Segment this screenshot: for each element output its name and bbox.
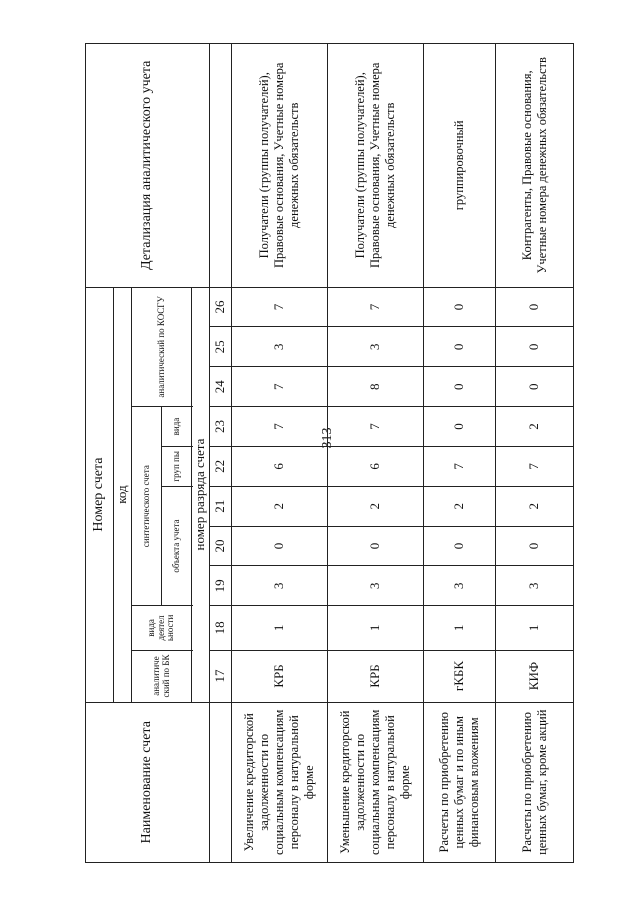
activity-type-header: вида деятел ьности <box>132 605 192 649</box>
row-detail: Получатели (группы получателей), Правовые основания, Учетные номера денежных обязательств <box>232 43 328 287</box>
cell-c24: 0 <box>424 366 496 406</box>
cell-c20: 0 <box>496 526 574 566</box>
cell-c26: 7 <box>328 287 424 327</box>
cell-c25: 3 <box>328 326 424 366</box>
row-account-name: Расчеты по приобретению ценных бумаг и по иным финансовым вложениям <box>424 702 496 862</box>
cell-c24: 8 <box>328 366 424 406</box>
digit-25: 25 <box>210 326 232 366</box>
digits-spacer-right <box>210 43 232 287</box>
cell-c21: 2 <box>424 486 496 526</box>
digit-number-header: номер разряда счета <box>192 287 210 702</box>
digit-20: 20 <box>210 526 232 566</box>
cell-c17: гКБК <box>424 650 496 702</box>
cell-c19: 3 <box>232 565 328 605</box>
row-detail: группировочный <box>424 43 496 287</box>
cell-c18: 1 <box>424 605 496 649</box>
cell-c18: 1 <box>496 605 574 649</box>
cell-c26: 0 <box>424 287 496 327</box>
cell-c17: КИФ <box>496 650 574 702</box>
cell-c22: 6 <box>328 446 424 486</box>
cell-c18: 1 <box>232 605 328 649</box>
row-account-name: Уменьшение кредиторской задолженности по социальным компенсациям персоналу в натуральной форме <box>328 702 424 862</box>
cell-c22: 7 <box>496 446 574 486</box>
group-header: груп пы <box>162 446 192 486</box>
cell-c19: 3 <box>424 565 496 605</box>
code-header: код <box>114 287 132 702</box>
cell-c19: 3 <box>328 565 424 605</box>
cell-c24: 0 <box>496 366 574 406</box>
cell-c23: 0 <box>424 406 496 446</box>
synthetic-header: синтетического счета <box>132 406 162 605</box>
digit-26: 26 <box>210 287 232 327</box>
cell-c26: 0 <box>496 287 574 327</box>
digit-24: 24 <box>210 366 232 406</box>
cell-c24: 7 <box>232 366 328 406</box>
cell-c21: 2 <box>232 486 328 526</box>
cell-c19: 3 <box>496 565 574 605</box>
table-row <box>328 43 424 862</box>
digit-17: 17 <box>210 650 232 702</box>
cell-c17: КРБ <box>232 650 328 702</box>
digit-23: 23 <box>210 406 232 446</box>
rotated-table-wrapper <box>85 43 555 863</box>
cell-c17: КРБ <box>328 650 424 702</box>
table-row <box>424 43 496 862</box>
header-row-1 <box>86 43 114 862</box>
digits-spacer-left <box>210 702 232 862</box>
cell-c25: 0 <box>424 326 496 366</box>
cell-c22: 6 <box>232 446 328 486</box>
digits-row <box>210 43 232 862</box>
cell-c20: 0 <box>232 526 328 566</box>
cell-c20: 0 <box>424 526 496 566</box>
digit-21: 21 <box>210 486 232 526</box>
digit-19: 19 <box>210 565 232 605</box>
analytic-bk-header: аналитиче ский по БК <box>132 650 192 702</box>
detail-header: Детализация аналитического учета <box>86 43 210 287</box>
kind-header: вида <box>162 406 192 446</box>
row-detail: Получатели (группы получателей), Правовые основания, Учетные номера денежных обязательств <box>328 43 424 287</box>
accounts-table <box>85 43 574 863</box>
analytic-kosgu-header: аналитический по КОСГУ <box>132 287 192 407</box>
account-number-header: Номер счета <box>86 287 114 702</box>
row-detail: Контрагенты, Правовые основания, Учетные номера денежных обязательств <box>496 43 574 287</box>
cell-c21: 2 <box>496 486 574 526</box>
cell-c23: 7 <box>232 406 328 446</box>
cell-c21: 2 <box>328 486 424 526</box>
object-header: объекта учета <box>162 486 192 605</box>
cell-c20: 0 <box>328 526 424 566</box>
cell-c23: 7 <box>328 406 424 446</box>
cell-c25: 0 <box>496 326 574 366</box>
row-account-name: Расчеты по приобретению ценных бумаг, кроме акций <box>496 702 574 862</box>
row-account-name: Увеличение кредиторской задолженности по социальным компенсациям персоналу в натуральной форме <box>232 702 328 862</box>
cell-c26: 7 <box>232 287 328 327</box>
cell-c23: 2 <box>496 406 574 446</box>
table-row <box>496 43 574 862</box>
digit-22: 22 <box>210 446 232 486</box>
cell-c22: 7 <box>424 446 496 486</box>
account-name-header: Наименование счета <box>86 702 210 862</box>
cell-c18: 1 <box>328 605 424 649</box>
table-row <box>232 43 328 862</box>
digit-18: 18 <box>210 605 232 649</box>
cell-c25: 3 <box>232 326 328 366</box>
page-number: 313 <box>320 427 335 449</box>
